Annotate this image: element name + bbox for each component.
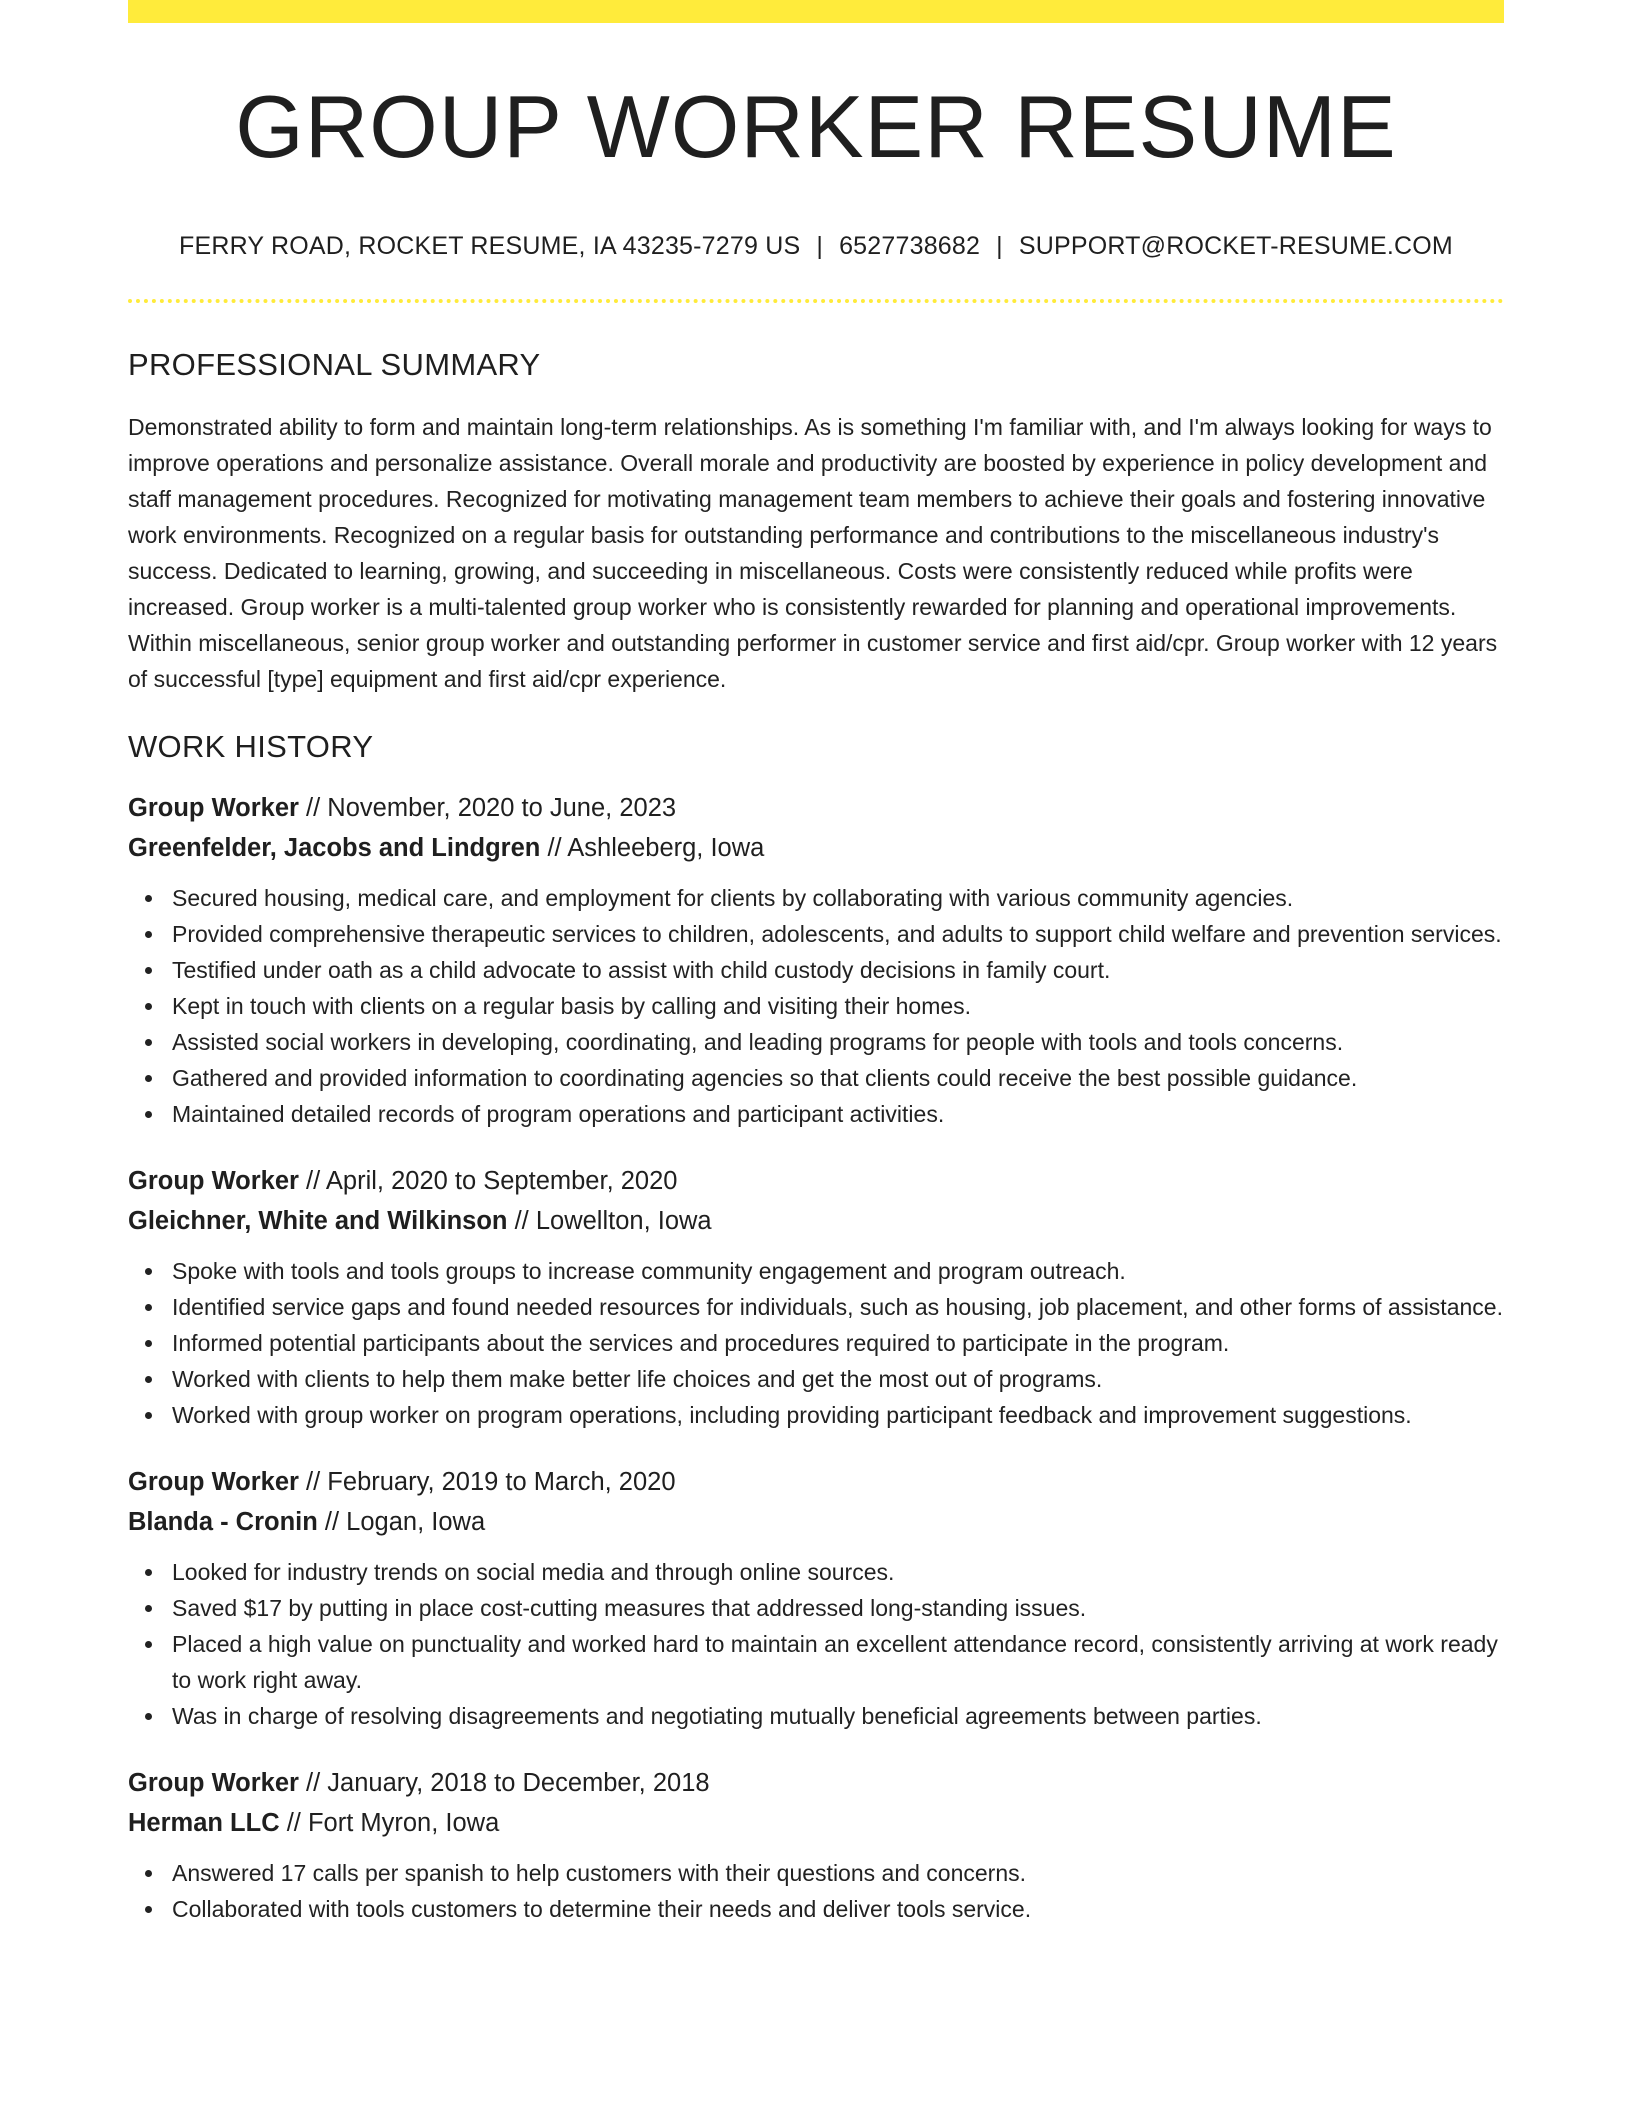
list-item: Spoke with tools and tools groups to increase community engagement and program outreach. (128, 1253, 1504, 1289)
job-title-line (128, 1763, 1504, 1803)
job-bullets (128, 880, 1504, 1132)
list-item: Collaborated with tools customers to determine their needs and deliver tools service. (128, 1891, 1504, 1927)
job-bullets (128, 1554, 1504, 1734)
job-location: // Fort Myron, Iowa (279, 1809, 500, 1837)
job-company-line (128, 1803, 1504, 1843)
resume-page (128, 0, 1504, 1927)
job-company-line (128, 828, 1504, 868)
job-title: Group Worker (128, 1167, 299, 1195)
list-item: Provided comprehensive therapeutic services to children, adolescents, and adults to support child welfare and prevention services. (128, 916, 1504, 952)
job-entry (128, 1462, 1504, 1734)
job-dates: // November, 2020 to June, 2023 (298, 794, 677, 822)
job-entry (128, 1763, 1504, 1927)
job-bullets (128, 1855, 1504, 1927)
job-location: // Lowellton, Iowa (507, 1207, 712, 1235)
contact-separator: | (816, 232, 824, 260)
job-dates: // April, 2020 to September, 2020 (298, 1167, 678, 1195)
list-item: Was in charge of resolving disagreements and negotiating mutually beneficial agreements between parties. (128, 1698, 1504, 1734)
job-title: Group Worker (128, 1769, 299, 1797)
contact-email: SUPPORT@ROCKET-RESUME.COM (1018, 232, 1453, 260)
dotted-divider (128, 299, 1504, 303)
list-item: Worked with group worker on program operations, including providing participant feedback and improvement suggestions. (128, 1397, 1504, 1433)
job-company: Blanda - Cronin (128, 1508, 318, 1536)
job-title: Group Worker (128, 1468, 299, 1496)
list-item: Testified under oath as a child advocate to assist with child custody decisions in family court. (128, 952, 1504, 988)
work-history-heading: WORK HISTORY (128, 729, 374, 764)
list-item: Looked for industry trends on social media and through online sources. (128, 1554, 1504, 1590)
list-item: Answered 17 calls per spanish to help customers with their questions and concerns. (128, 1855, 1504, 1891)
page-title: GROUP WORKER RESUME (235, 77, 1397, 176)
job-entry (128, 1161, 1504, 1433)
list-item: Gathered and provided information to coordinating agencies so that clients could receive the best possible guidance. (128, 1060, 1504, 1096)
job-company-line (128, 1502, 1504, 1542)
job-entry (128, 788, 1504, 1132)
contact-separator: | (996, 232, 1003, 260)
list-item: Saved $17 by putting in place cost-cutting measures that addressed long-standing issues. (128, 1590, 1504, 1626)
job-dates: // February, 2019 to March, 2020 (298, 1468, 676, 1496)
job-title-line (128, 788, 1504, 828)
list-item: Kept in touch with clients on a regular basis by calling and visiting their homes. (128, 988, 1504, 1024)
job-location: // Logan, Iowa (317, 1508, 486, 1536)
contact-address: FERRY ROAD, ROCKET RESUME, IA 43235-7279 US (179, 232, 801, 260)
job-bullets (128, 1253, 1504, 1433)
job-company: Herman LLC (128, 1809, 280, 1837)
list-item: Identified service gaps and found needed resources for individuals, such as housing, job placement, and other forms of assistance. (128, 1289, 1504, 1325)
summary-heading: PROFESSIONAL SUMMARY (128, 347, 541, 382)
job-location: // Ashleeberg, Iowa (540, 834, 765, 862)
top-accent-bar (128, 0, 1504, 23)
contact-line (128, 234, 1504, 259)
list-item: Worked with clients to help them make better life choices and get the most out of programs. (128, 1361, 1504, 1397)
list-item: Assisted social workers in developing, coordinating, and leading programs for people with tools and tools concerns. (128, 1024, 1504, 1060)
contact-phone: 6527738682 (839, 232, 981, 260)
job-title-line (128, 1462, 1504, 1502)
summary-text: Demonstrated ability to form and maintain long-term relationships. As is something I'm familiar with, and I'm always looking for ways to improve operations and personalize assistance. Overall morale and productivity are boosted by experience in policy development and staff management procedures. Recognized for motivating management team members to achieve their goals and fostering innovative work environments. Recognized on a regular basis for outstanding performance and contributions to the miscellaneous industry's success. Dedicated to learning, growing, and succeeding in miscellaneous. Costs were consistently reduced while profits were increased. Group worker is a multi-talented group worker who is consistently rewarded for planning and operational improvements. Within miscellaneous, senior group worker and outstanding performer in customer service and first aid/cpr. Group worker with 12 years of successful [type] equipment and first aid/cpr experience. (128, 414, 1498, 692)
job-company: Gleichner, White and Wilkinson (128, 1207, 508, 1235)
job-company-line (128, 1201, 1504, 1241)
list-item: Maintained detailed records of program operations and participant activities. (128, 1096, 1504, 1132)
job-dates: // January, 2018 to December, 2018 (298, 1769, 710, 1797)
job-company: Greenfelder, Jacobs and Lindgren (128, 834, 541, 862)
list-item: Placed a high value on punctuality and worked hard to maintain an excellent attendance record, consistently arriving at work ready to work right away. (128, 1626, 1504, 1698)
list-item: Secured housing, medical care, and employment for clients by collaborating with various community agencies. (128, 880, 1504, 916)
list-item: Informed potential participants about the services and procedures required to participate in the program. (128, 1325, 1504, 1361)
job-title-line (128, 1161, 1504, 1201)
job-title: Group Worker (128, 794, 299, 822)
